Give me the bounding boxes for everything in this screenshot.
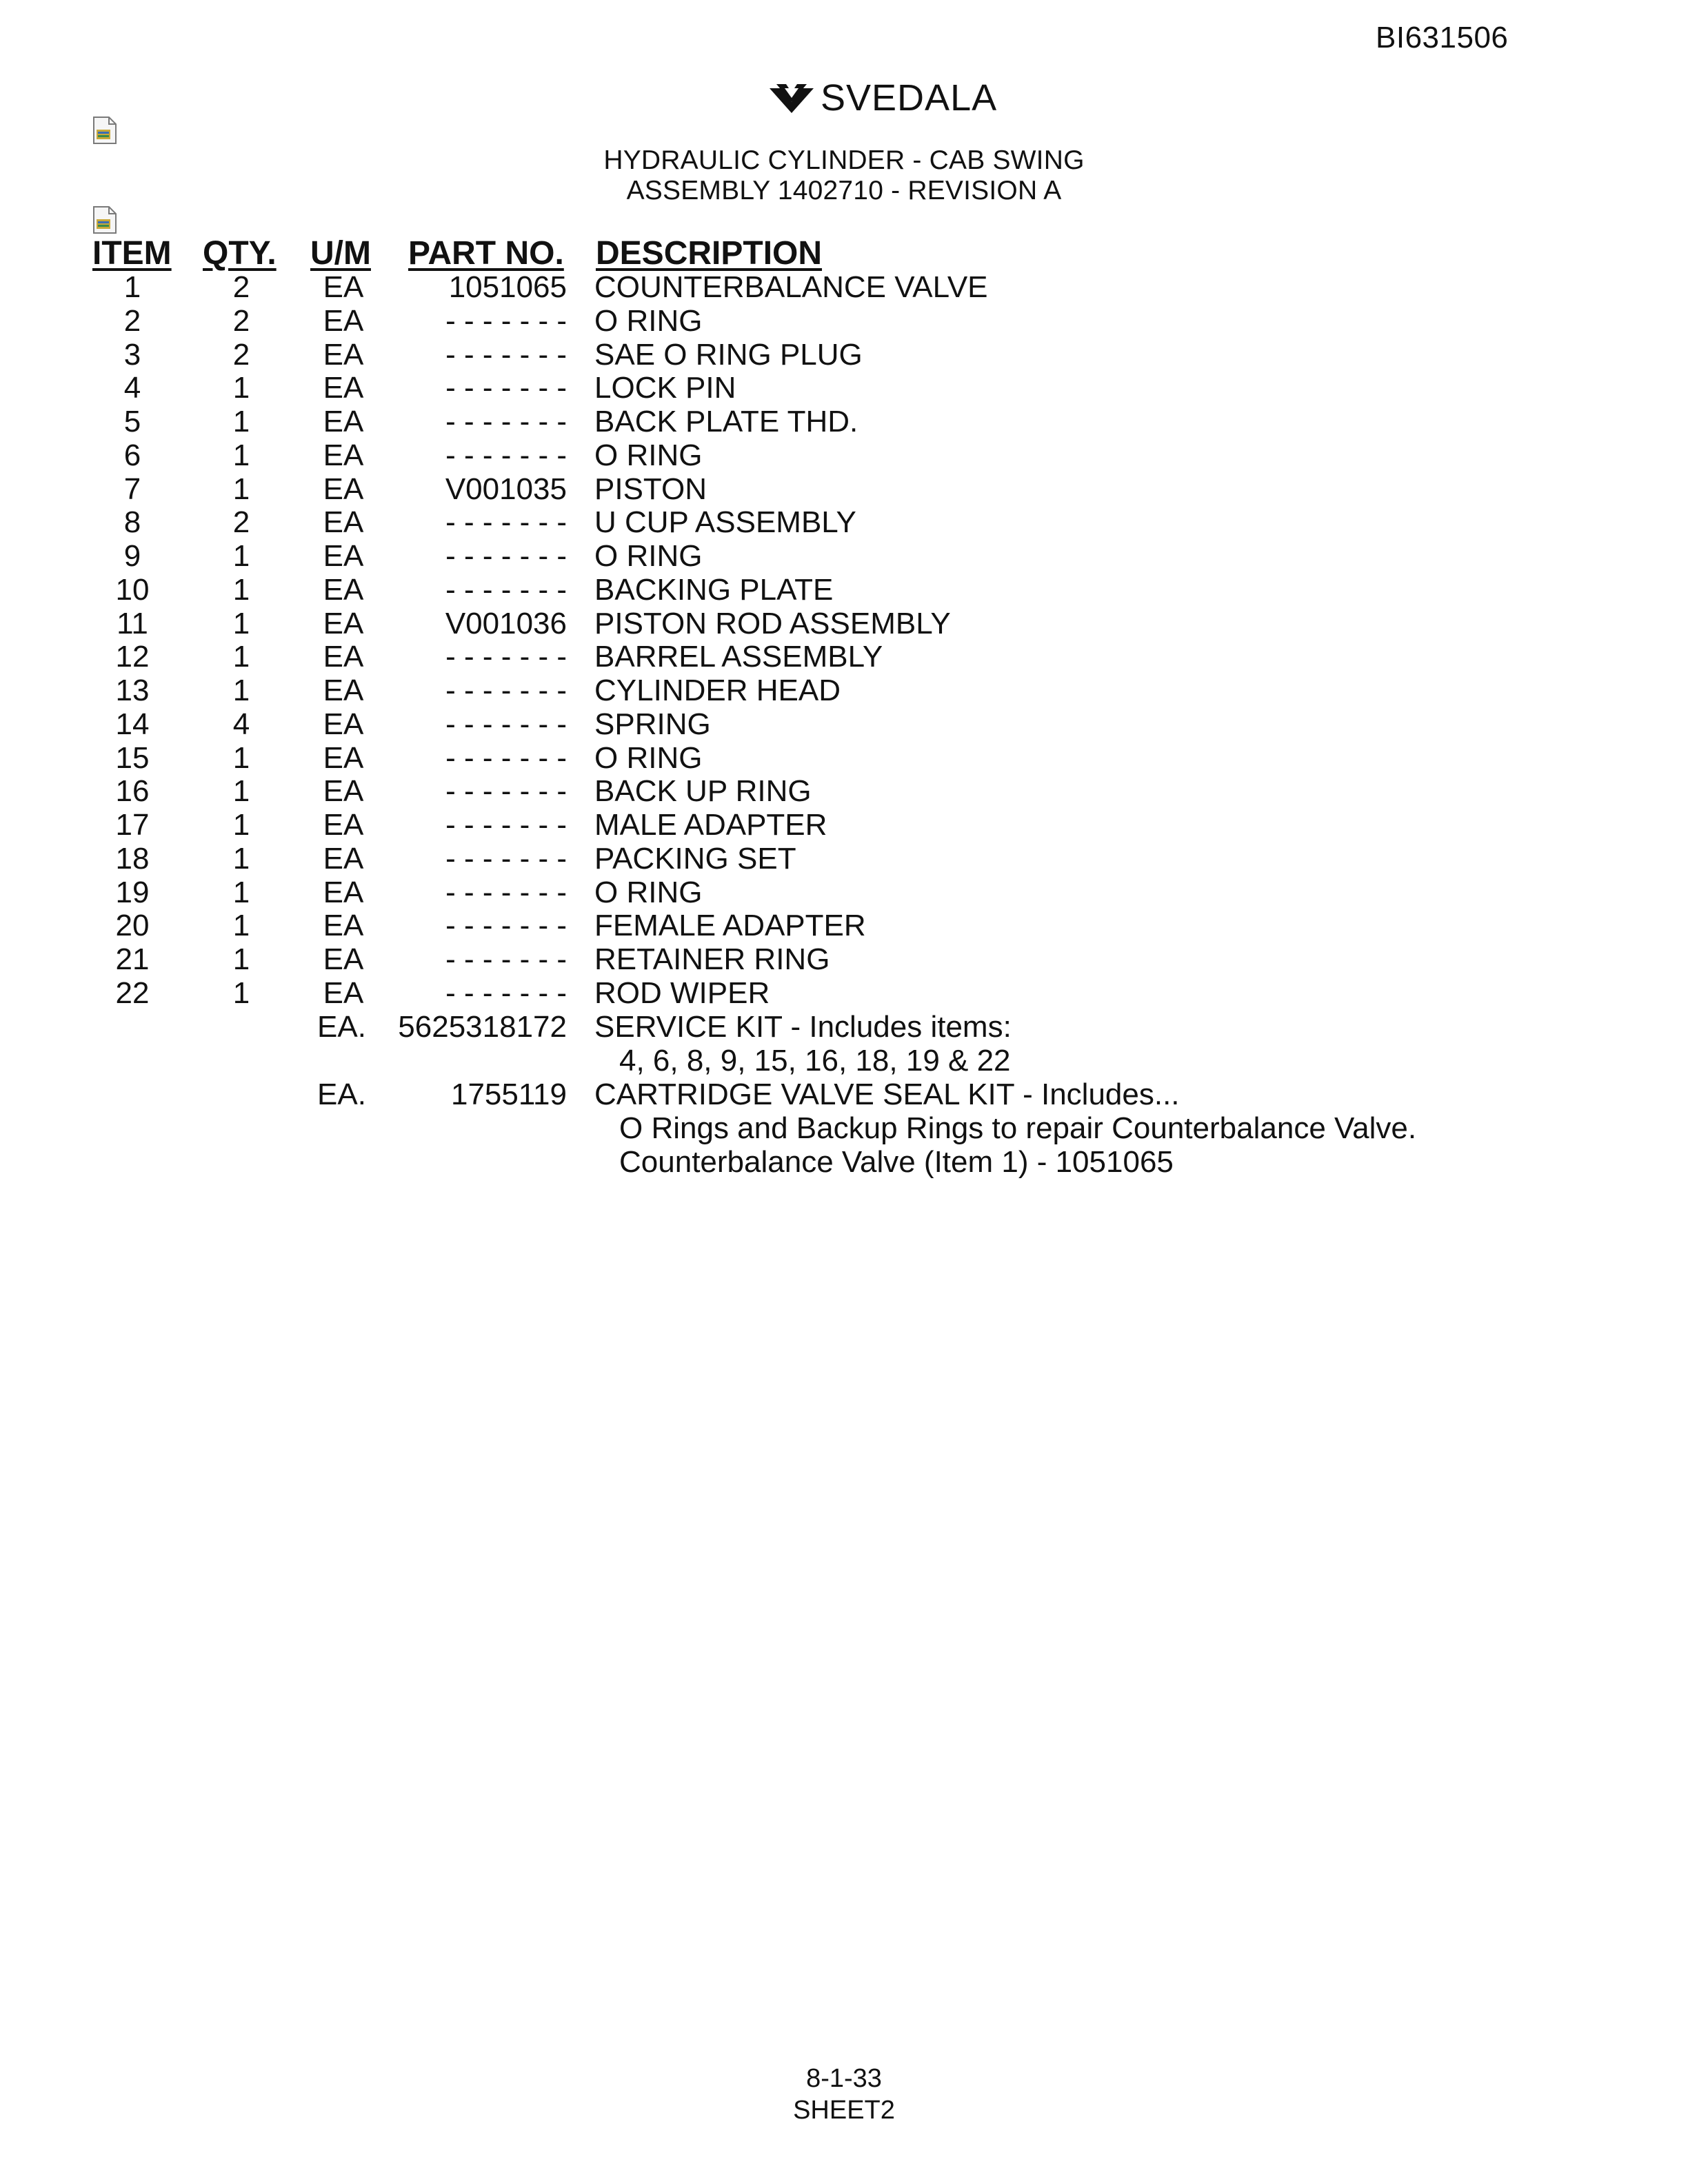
part-number: - - - - - - - (445, 875, 567, 909)
part-number: 1051065 (448, 270, 567, 304)
quantity: 1 (232, 740, 250, 775)
svedala-logo-icon (767, 81, 816, 114)
unit-of-measure: EA (323, 674, 364, 707)
item-number: 5 (123, 405, 141, 438)
quantity: 1 (232, 909, 250, 943)
unit-of-measure: EA (323, 841, 364, 876)
part-number: - - - - - - - (445, 707, 567, 741)
table-row (0, 338, 1688, 372)
part-number: - - - - - - - (445, 303, 567, 338)
item-number: 19 (115, 875, 150, 909)
service-kit-description: SERVICE KIT - Includes items: (594, 1010, 1012, 1044)
description: SAE O RING PLUG (594, 337, 863, 372)
quantity: 2 (232, 337, 250, 372)
unit-of-measure: EA (323, 942, 364, 976)
quantity: 1 (232, 640, 250, 674)
table-row (0, 707, 1688, 741)
description: BACK PLATE THD. (594, 405, 858, 438)
quantity: 1 (232, 606, 250, 640)
quantity: 1 (232, 572, 250, 607)
part-number: V001035 (445, 472, 567, 506)
unit-of-measure: EA (323, 875, 364, 909)
description: BACKING PLATE (594, 572, 834, 607)
unit-of-measure: EA (323, 371, 364, 405)
table-row (0, 808, 1688, 842)
item-number: 8 (123, 505, 141, 540)
quantity: 4 (232, 707, 250, 741)
table-row (0, 371, 1688, 405)
table-row (0, 842, 1688, 876)
unit-of-measure: EA (323, 405, 364, 438)
sheet-number: SHEET2 (793, 2096, 895, 2125)
table-row (0, 607, 1688, 640)
part-number: - - - - - - - (445, 505, 567, 540)
description: PACKING SET (594, 841, 796, 876)
part-number: - - - - - - - (445, 539, 567, 573)
quantity: 2 (232, 505, 250, 540)
cartridge-kit-note: Counterbalance Valve (Item 1) - 1051065 (619, 1145, 1174, 1179)
unit-of-measure: EA (323, 606, 364, 640)
table-row (0, 976, 1688, 1010)
cartridge-kit-row (0, 1078, 1688, 1111)
description: O RING (594, 740, 703, 775)
table-row (0, 876, 1688, 909)
quantity: 1 (232, 975, 250, 1010)
description: COUNTERBALANCE VALVE (594, 270, 988, 304)
service-kit-note: 4, 6, 8, 9, 15, 16, 18, 19 & 22 (619, 1044, 1011, 1078)
item-number: 7 (123, 472, 141, 506)
quantity: 1 (232, 438, 250, 472)
item-number: 1 (123, 270, 141, 304)
item-number: 4 (123, 371, 141, 405)
cartridge-kit-um: EA. (317, 1078, 366, 1111)
table-row (0, 741, 1688, 775)
item-number: 12 (115, 640, 150, 674)
part-number: - - - - - - - (445, 674, 567, 707)
item-number: 9 (123, 539, 141, 573)
item-number: 10 (115, 572, 150, 607)
description: O RING (594, 438, 703, 472)
description: O RING (594, 875, 703, 909)
part-number: - - - - - - - (445, 337, 567, 372)
description: ROD WIPER (594, 975, 770, 1010)
quantity: 1 (232, 774, 250, 809)
unit-of-measure: EA (323, 909, 364, 943)
logo-text: SVEDALA (821, 77, 998, 119)
table-row (0, 405, 1688, 438)
document-title: HYDRAULIC CYLINDER - CAB SWING (603, 145, 1085, 175)
table-row (0, 909, 1688, 942)
quantity: 1 (232, 841, 250, 876)
column-header-part-no: PART NO. (408, 235, 564, 272)
quantity: 1 (232, 875, 250, 909)
description: SPRING (594, 707, 711, 741)
column-header-item: ITEM (92, 235, 172, 272)
description: O RING (594, 539, 703, 573)
part-number: V001036 (445, 606, 567, 640)
unit-of-measure: EA (323, 539, 364, 573)
document-id: BI631506 (1376, 21, 1509, 54)
table-row (0, 505, 1688, 539)
quantity: 1 (232, 371, 250, 405)
table-row (0, 573, 1688, 607)
embedded-file-icon (91, 205, 119, 234)
table-row (0, 774, 1688, 808)
description: RETAINER RING (594, 942, 830, 976)
table-row (0, 304, 1688, 338)
table-row (0, 674, 1688, 707)
quantity: 1 (232, 405, 250, 438)
part-number: - - - - - - - (445, 909, 567, 943)
description: PISTON (594, 472, 707, 506)
part-number: - - - - - - - (445, 740, 567, 775)
page-number: 8-1-33 (806, 2064, 882, 2093)
item-number: 3 (123, 337, 141, 372)
item-number: 11 (117, 606, 148, 640)
unit-of-measure: EA (323, 572, 364, 607)
part-number: - - - - - - - (445, 808, 567, 842)
quantity: 1 (232, 674, 250, 707)
part-number: - - - - - - - (445, 841, 567, 876)
quantity: 1 (232, 539, 250, 573)
description: MALE ADAPTER (594, 808, 827, 842)
part-number: - - - - - - - (445, 942, 567, 976)
cartridge-kit-note: O Rings and Backup Rings to repair Counterbalance Valve. (619, 1111, 1417, 1145)
part-number: - - - - - - - (445, 975, 567, 1010)
service-kit-part-no: 5625318172 (398, 1010, 567, 1044)
item-number: 22 (115, 975, 150, 1010)
part-number: - - - - - - - (445, 371, 567, 405)
unit-of-measure: EA (323, 505, 364, 540)
item-number: 6 (123, 438, 141, 472)
cartridge-kit-description: CARTRIDGE VALVE SEAL KIT - Includes... (594, 1078, 1180, 1111)
service-kit-row (0, 1010, 1688, 1044)
part-number: - - - - - - - (445, 774, 567, 809)
cartridge-kit-part-no: 1755119 (450, 1078, 567, 1111)
item-number: 2 (123, 303, 141, 338)
unit-of-measure: EA (323, 337, 364, 372)
column-header-um: U/M (310, 235, 371, 272)
item-number: 17 (115, 808, 150, 842)
quantity: 2 (232, 270, 250, 304)
table-row (0, 438, 1688, 472)
svedala-logo (767, 77, 997, 119)
document-subtitle: ASSEMBLY 1402710 - REVISION A (626, 176, 1062, 205)
unit-of-measure: EA (323, 640, 364, 674)
unit-of-measure: EA (323, 808, 364, 842)
description: U CUP ASSEMBLY (594, 505, 856, 540)
description: PISTON ROD ASSEMBLY (594, 606, 951, 640)
description: BARREL ASSEMBLY (594, 640, 883, 674)
item-number: 16 (115, 774, 150, 809)
item-number: 13 (115, 674, 150, 707)
quantity: 1 (232, 472, 250, 506)
description: FEMALE ADAPTER (594, 909, 866, 943)
part-number: - - - - - - - (445, 405, 567, 438)
description: O RING (594, 303, 703, 338)
description: LOCK PIN (594, 371, 736, 405)
item-number: 21 (115, 942, 150, 976)
service-kit-um: EA. (317, 1010, 366, 1044)
unit-of-measure: EA (323, 270, 364, 304)
part-number: - - - - - - - (445, 572, 567, 607)
unit-of-measure: EA (323, 472, 364, 506)
item-number: 14 (115, 707, 150, 741)
quantity: 2 (232, 303, 250, 338)
item-number: 15 (115, 740, 150, 775)
unit-of-measure: EA (323, 975, 364, 1010)
unit-of-measure: EA (323, 438, 364, 472)
quantity: 1 (232, 808, 250, 842)
table-row (0, 640, 1688, 674)
item-number: 18 (115, 841, 150, 876)
item-number: 20 (115, 909, 150, 943)
table-row (0, 539, 1688, 573)
column-header-qty: QTY. (203, 235, 277, 272)
part-number: - - - - - - - (445, 438, 567, 472)
description: BACK UP RING (594, 774, 812, 809)
embedded-file-icon (91, 116, 119, 145)
quantity: 1 (232, 942, 250, 976)
unit-of-measure: EA (323, 774, 364, 809)
table-row (0, 472, 1688, 506)
unit-of-measure: EA (323, 707, 364, 741)
unit-of-measure: EA (323, 740, 364, 775)
part-number: - - - - - - - (445, 640, 567, 674)
description: CYLINDER HEAD (594, 674, 841, 707)
column-header-description: DESCRIPTION (596, 235, 823, 272)
unit-of-measure: EA (323, 303, 364, 338)
table-row (0, 270, 1688, 304)
table-row (0, 942, 1688, 976)
